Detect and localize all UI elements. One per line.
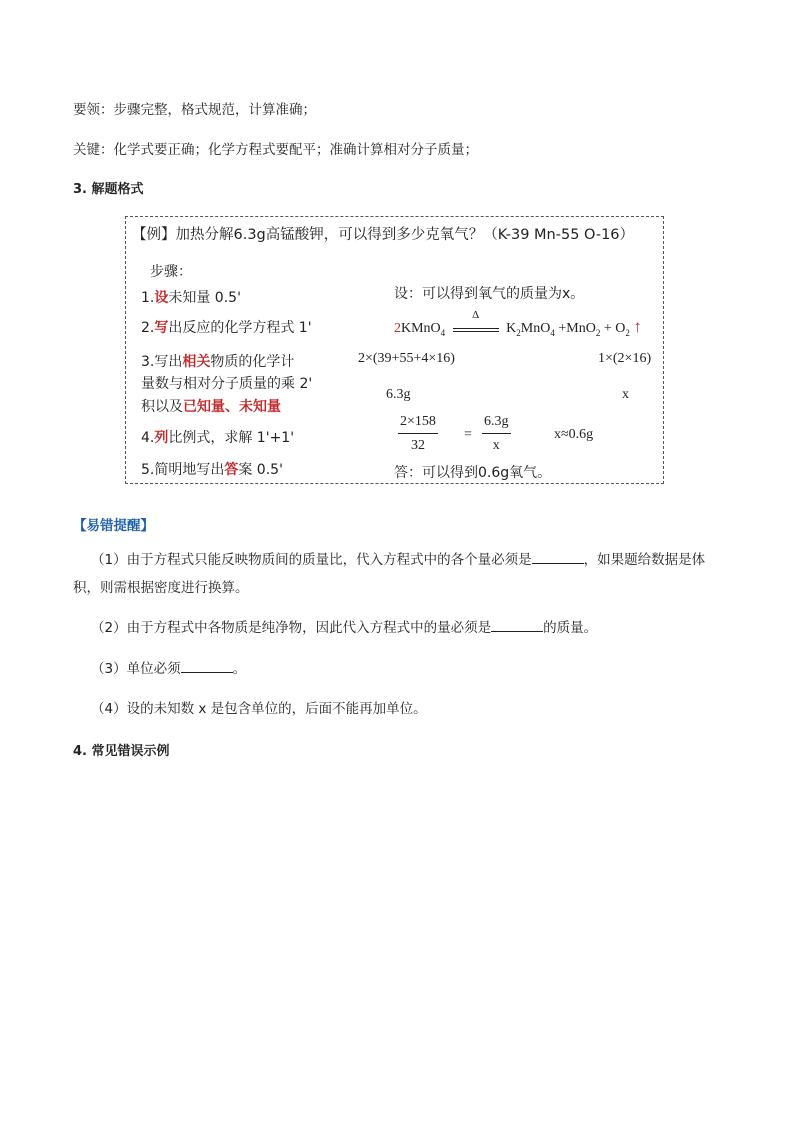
answer-blank-2[interactable] (491, 617, 543, 632)
mass-right: 1×(2×16) (598, 351, 652, 366)
step-4: 4.列比例式，求解 1'+1' (141, 430, 295, 446)
example-box (125, 216, 664, 484)
answer-blank-1[interactable] (532, 549, 584, 564)
ratio-equals: = (464, 427, 472, 442)
step-2: 2.写出反应的化学方程式 1' (141, 320, 312, 336)
step-3-line-3: 积以及已知量、未知量 (141, 399, 281, 415)
example-question: 【例】加热分解6.3g高锰酸钾，可以得到多少克氧气？（K-39 Mn-55 O-16） (132, 227, 635, 243)
result: x≈0.6g (554, 427, 594, 442)
answer-statement: 答：可以得到0.6g氧气。 (394, 465, 552, 481)
reminder-item-2: （2）由于方程式中各物质是纯净物，因此代入方程式中的量必须是 的质量。 (73, 614, 733, 642)
chemical-equation: 2KMnO$_4$ Δ $K_2MnO_4 +MnO_2 + O_2$ ↑ (394, 308, 642, 338)
reminder-item-1: （1）由于方程式只能反映物质间的质量比，代入方程式中的各个量必须是 ，如果题给数据是体 积，则需根据密度进行换算。 (73, 546, 733, 602)
reminder-item-3: （3）单位必须 。 (73, 655, 733, 683)
mass-left: 2×(39+55+4×16) (358, 351, 455, 366)
step-3-line-1: 3.写出相关物质的化学计 (141, 354, 295, 370)
answer-blank-3[interactable] (181, 658, 233, 673)
ratio-left-fraction: 2×158 32 (400, 414, 436, 453)
key-text: 关键：化学式要正确；化学方程式要配平；准确计算相对分子质量； (73, 142, 478, 158)
known-mass: 6.3g (386, 387, 411, 402)
reminder-heading: 【易错提醒】 (73, 518, 154, 534)
step-1: 1.设未知量 0.5' (141, 290, 241, 306)
ratio-right-fraction: 6.3g x (484, 414, 509, 453)
reaction-condition-arrow (453, 308, 499, 336)
step-3-line-2: 量数与相对分子质量的乘 2' (141, 376, 313, 392)
section-4-heading: 4. 常见错误示例 (73, 744, 170, 759)
reminder-item-4: （4）设的未知数 x 是包含单位的，后面不能再加单位。 (91, 701, 427, 717)
unknown-mass: x (622, 387, 629, 402)
gas-up-arrow-icon: ↑ (633, 317, 642, 336)
steps-label: 步骤： (150, 264, 192, 280)
set-statement: 设：可以得到氧气的质量为x。 (394, 286, 585, 302)
section-3-heading: 3. 解题格式 (73, 182, 144, 197)
step-5: 5.简明地写出答案 0.5' (141, 462, 283, 478)
heat-symbol: Δ (472, 308, 480, 321)
essentials-text: 要领：步骤完整，格式规范，计算准确； (73, 102, 316, 118)
